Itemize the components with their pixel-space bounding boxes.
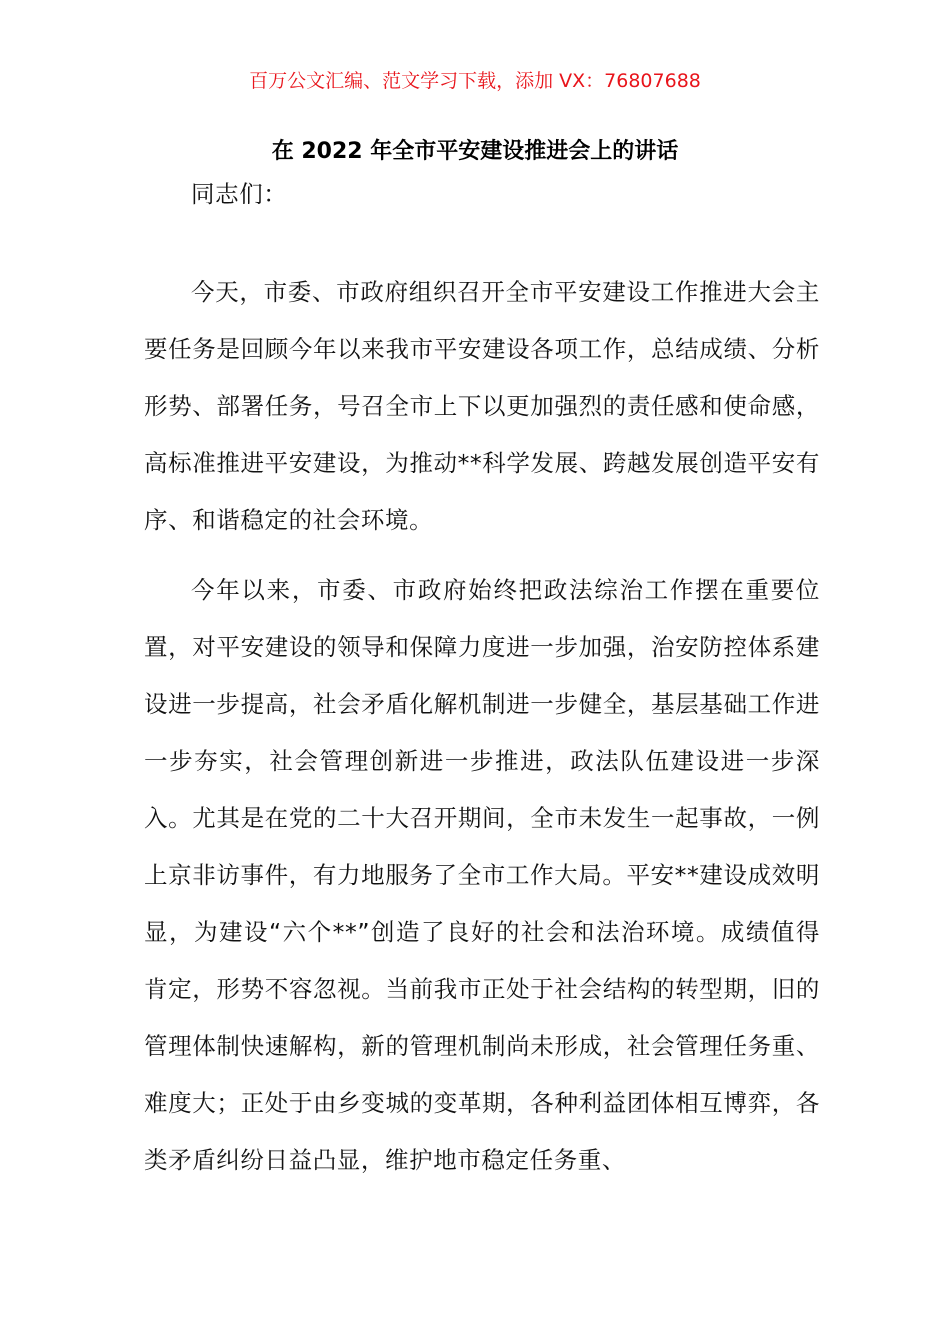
watermark-header: 百万公文汇编、范文学习下载，添加 VX：76807688 <box>249 70 701 92</box>
document-title: 在 2022 年全市平安建设推进会上的讲话 <box>271 139 679 164</box>
salutation <box>144 176 820 212</box>
paragraph-1: 今天，市委、市政府组织召开全市平安建设工作推进大会主要任务是回顾今年以来我市平安建设各项工作，总结成绩、分析形势、部署任务，号召全市上下以更加强烈的责任感和使命感，高标准推进平安建设，为推动**科学发展、跨越发展创造平安有序、和谐稳定的社会环境。 <box>144 278 820 534</box>
salutation-text: 同志们： <box>191 180 288 208</box>
paragraph-2: 今年以来，市委、市政府始终把政法综治工作摆在重要位置，对平安建设的领导和保障力度进一步加强，治安防控体系建设进一步提高，社会矛盾化解机制进一步健全，基层基础工作进一步夯实，社会管理创新进一步推进，政法队伍建设进一步深入。尤其是在党的二十大召开期间，全市未发生一起事故，一例上京非访事件，有力地服务了全市工作大局。平安**建设成效明显，为建设“六个**”创造了良好的社会和法治环境。成绩值得肯定，形势不容忽视。当前我市正处于社会结构的转型期，旧的管理体制快速解构，新的管理机制尚未形成，社会管理任务重、难度大；正处于由乡变城的变革期，各种利益团体相互博弈，各类矛盾纠纷日益凸显，维护地市稳定任务重、 <box>144 576 820 1174</box>
